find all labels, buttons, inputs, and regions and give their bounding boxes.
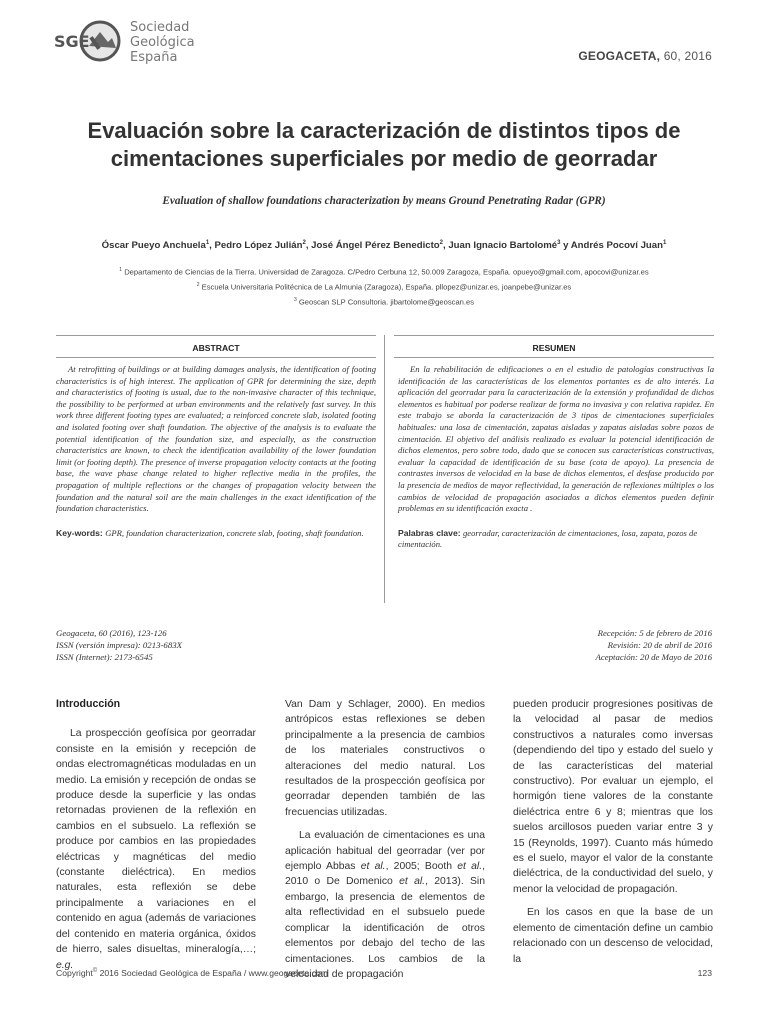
affiliation-1 [40,267,728,277]
body-text: La evaluación de cimentaciones es una aplicación habitual del georradar (ver por ejemplo Abbas [285,830,485,873]
citation-info [56,627,182,663]
section-heading-introduccion: Introducción [56,698,121,710]
resumen-text: En la rehabilitación de edificaciones o en el estudio de patologías constructivas la identificación de las características de los elementos portantes es de alto interés. La aplicación del georradar para la caracterización de la extensión y profundidad de dichos elementos es habitual por poderse realizar de forma no invasiva y con relativa rapidez. En este trabajo se aborda la caracterización de 3 tipos de cimentaciones superficiales habituales: una losa de cimentación, zapatas aisladas y zapatas aisladas sobre pozos de cimentación. El objetivo del análisis realizado es evaluar la potencial identificación de dichos elementos, pero sobre todo, dado que se conocen sus características constructivas, evaluar la capacidad de identificación de su base (cota de apoyo). La presencia de contrastes inversos de velocidad en la base de dichos elementos, el desfase producido por la presencia de medios de mayor reflectividad, la generación de reflexiones múltiples o los cambios de velocidad de propagación asociados a dichos elementos pueden definir problemas en su identificación exacta . [398,364,714,514]
body-column-3 [513,697,713,975]
keywords-text: GPR, foundation characterization, concrete slab, footing, shaft foundation. [105,527,364,538]
affiliation-sup: 2 [196,282,200,288]
author-name: Óscar Pueyo Anchuela [101,240,206,252]
society-name-line2: Geológica [130,35,195,50]
body-text: , 2010 o De Domenico [285,861,486,888]
copyright-text: 2016 Sociedad Geológica de España / www.geogaceta.com [97,968,328,978]
journal-header [578,49,712,63]
resumen-keywords [398,528,714,551]
affiliation-text: Escuela Universitaria Politécnica de La Almunia (Zaragoza), España. pllopez@unizar.es, joanpebe@unizar.es [201,282,572,292]
abstract-heading-rule [56,357,376,358]
abstract-keywords [56,528,376,540]
affiliation-text: Departamento de Ciencias de la Tierra. Universidad de Zaragoza. C/Pedro Cerbuna 12, 50.009 Zaragoza, España. opueyo@gmail.com, apocovi@unizar.es [124,267,649,277]
resumen-block [398,364,714,551]
issn-print: ISSN (versión impresa): 0213-683X [56,640,182,650]
journal-issue: 60, 2016 [663,49,712,63]
author-separator: , [443,240,449,252]
author-name: Juan Ignacio Bartolomé [448,240,558,252]
society-name-line3: España [130,50,178,65]
author-name: Pedro López Julián [214,240,303,252]
page-number: 123 [697,968,712,978]
paper-title [60,117,708,173]
body-paragraph [285,828,485,982]
title-line-1: Evaluación sobre la caracterización de distintos tipos de [87,118,681,143]
abstract-text: At retrofitting of buildings or at building damages analysis, the identification of footing characteristics is of high interest. The application of GPR for determining the size, depth and characteristics of footing is usual, due to the non-invasive character of this technique, the possibility to be performed at urban environments and the relatively fast survey. In this work three different footing types are evaluated; a reinforced concrete slab, isolated footing and isolated footing over shaft foundation. The objective of the analysis is to evaluate the potential identification of the foundation size, and especially, as the construction characteristics are known, to check the identification availability of the lower foundation limit (or footing depth). The presence of inverse propagation velocity contacts at the footing base, the wave phase change related to higher reflective media in the profiles, the propagation of multiple reflections or the changes of propagation velocity between the foundation and the natural soil are the main challenges in the exact identification of the foundation characteristics. [56,364,376,514]
author-separator: , [305,240,312,252]
body-text: , 2013). Sin embargo, la presencia de elementos de alta reflectividad en el subsuelo puede complicar la identificación de otros elementos por debajo del techo de las cimentaciones. Los cambios de la velocidad de propagación [285,876,486,980]
author-affil-sup: 2 [302,240,306,246]
palabras-clave-text: georradar, caracterización de cimentaciones, losa, zapata, pozos de cimentación. [398,527,698,550]
body-paragraph [56,726,256,973]
society-name-line1: Sociedad [130,20,190,35]
issn-online: ISSN (Internet): 2173-6545 [56,652,153,662]
abstract-block [56,364,376,539]
resumen-heading-rule [394,357,714,358]
body-text: La prospección geofísica por georradar consiste en la emisión y recepción de ondas electromagnéticas moduladas en un medio. La emisión y recepción de ondas se produce desde la superficie y las ondas retornadas provienen de la reflexión en cambios en el subsuelo. La reflexión se produce por cambios en las propiedades eléctricas y magnéticas del medio (constante dieléctrica). En medios naturales, esta reflexión se debe principalmente a variaciones en el contenido en agua (además de variaciones del contenido en materia orgánica, óxidos de hierro, sales disueltas, mineralogía,…; [56,728,256,956]
body-column-2 [285,697,485,990]
body-paragraph: pueden producir progresiones positivas de la velocidad al pasar de medios constructivos a naturales como inversas (dependiendo del tipo y estado del suelo y de las características del material constructivo). Por evaluar un ejemplo, el hormigón tiene valores de la constante dieléctrica entre 6 y 8; mientras que los suelos arcillosos pueden variar entre 3 y 15 (Reynolds, 1997). Cuanto más húmedo es el suelo, mayor el valor de la constante dieléctrica, de la conductividad del suelo, y menor la velocidad de propagación. [513,699,713,895]
affiliation-3 [40,297,728,307]
keywords-label: Key-words: [56,527,103,538]
dates-info [595,627,712,663]
author-affil-sup: 1 [205,240,210,246]
body-text: , 2005; Booth [385,861,453,873]
body-paragraph: Van Dam y Schlager, 2000). En medios antrópicos estas reflexiones se deben principalmente a la presencia de cambios de los materiales constructivos o alteraciones del medio natural. Los resultados de la prospección geofísica por georradar dependen también de las frecuencias utilizadas. [285,699,485,818]
affiliation-sup: 1 [119,267,123,273]
column-divider [384,335,385,603]
resumen-top-rule [394,335,714,336]
resumen-heading: RESUMEN [532,343,576,353]
affiliation-sup: 3 [293,297,297,303]
abstract-heading: ABSTRACT [192,343,240,353]
english-title: Evaluation of shallow foundations characterization by means Ground Penetrating Radar (GPR) [162,195,606,207]
citation-line: Geogaceta, 60 (2016), 123-126 [56,628,167,638]
body-paragraph: En los casos en que la base de un elemento de cimentación define un cambio relacionado con un descenso de velocidad, la [513,907,713,965]
title-line-2: cimentaciones superficiales por medio de georradar [110,146,658,171]
revised-date: Revisión: 20 de abril de 2016 [607,640,712,650]
author-affil-sup: 3 [557,240,561,246]
logo-abbr: SGE [54,32,90,51]
copyright-text: Copyright [56,968,93,978]
copyright-footer [56,968,328,978]
affiliation-2 [40,282,728,292]
author-conjunction: y [560,240,571,252]
body-text-italic: et al. [457,861,483,873]
body-text-italic: e.g. [56,959,74,971]
author-affil-sup: 2 [439,240,443,246]
society-name [130,20,195,65]
body-column-1 [56,697,256,981]
affiliation-text: Geoscan SLP Consultoria. jibartolome@geoscan.es [298,297,475,307]
author-name: Andrés Pocoví Juan [570,240,663,252]
author-list [40,240,728,251]
copyright-symbol: © [92,968,98,975]
abstract-top-rule [56,335,376,336]
author-affil-sup: 1 [662,240,667,246]
author-name: José Ángel Pérez Benedicto [311,240,440,252]
received-date: Recepción: 5 de febrero de 2016 [597,628,712,638]
author-separator: , [209,240,215,252]
palabras-clave-label: Palabras clave: [398,527,461,538]
journal-name: GEOGACETA, [578,49,661,63]
body-text-italic: et al. [399,876,426,888]
body-text-italic: et al. [360,861,386,873]
accepted-date: Aceptación: 20 de Mayo de 2016 [595,652,712,662]
